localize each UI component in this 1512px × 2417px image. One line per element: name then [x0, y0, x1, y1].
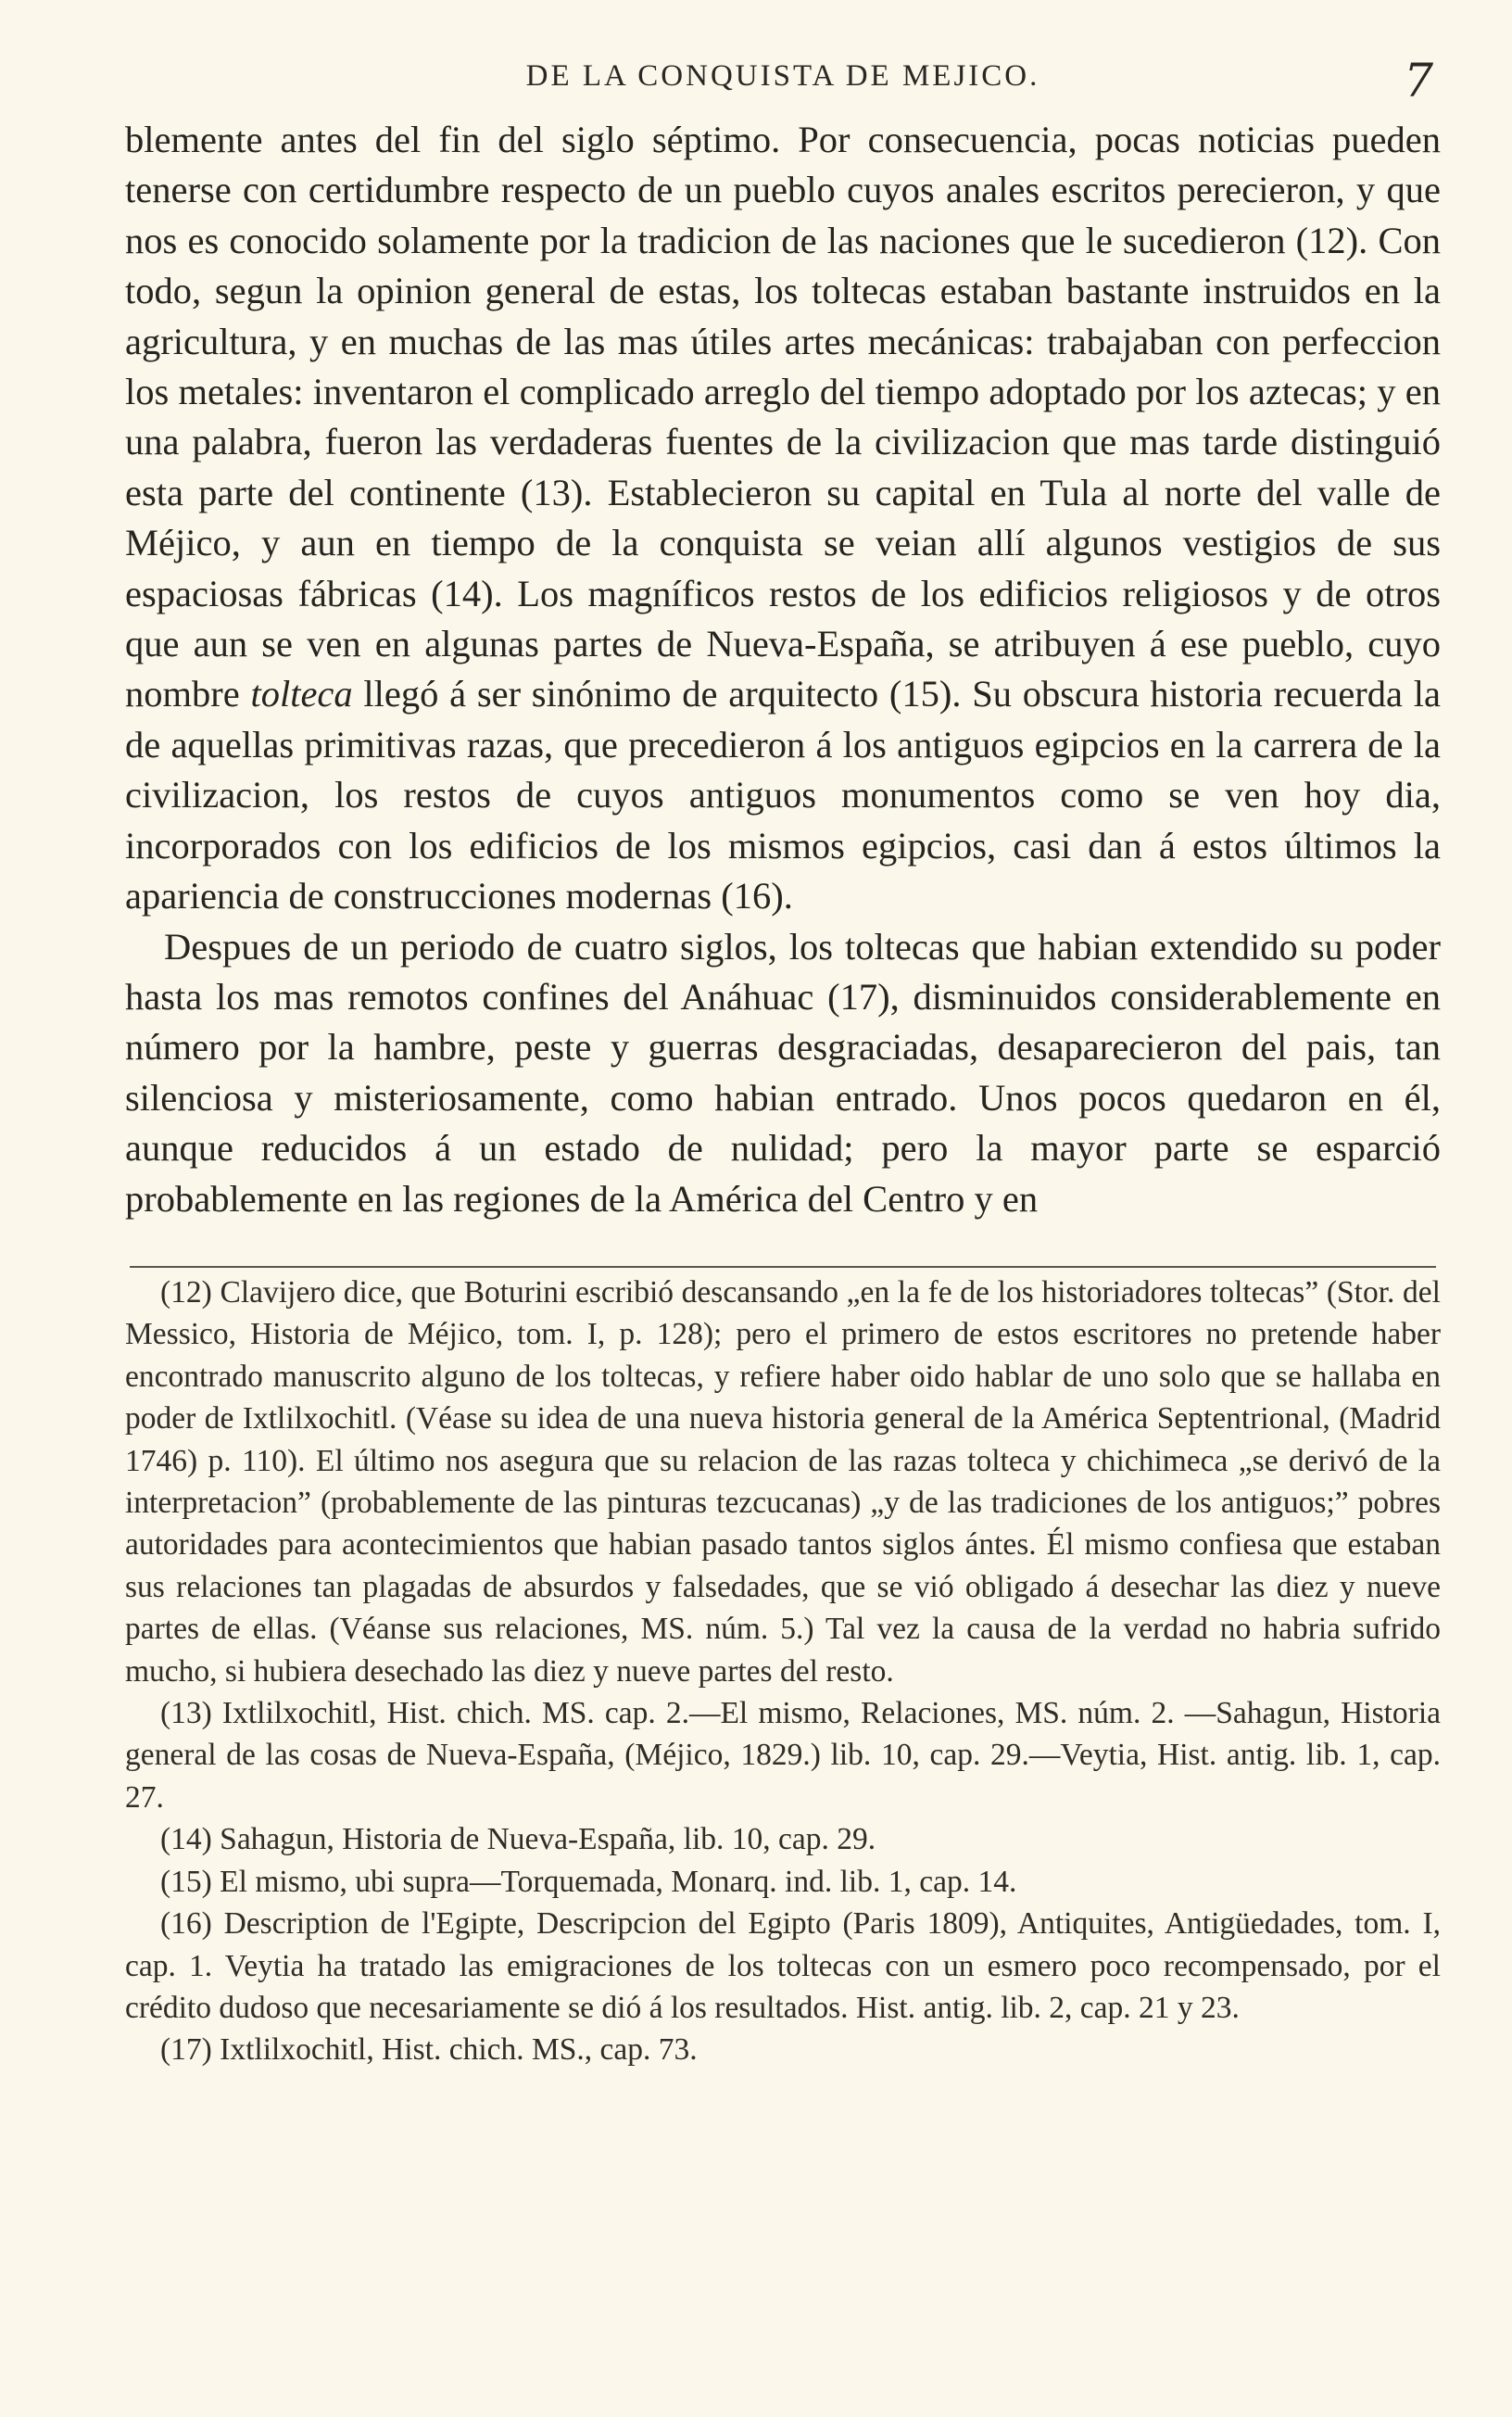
italic-term: tolteca — [250, 673, 353, 715]
footnotes — [125, 1272, 1441, 2071]
footnote-13: (13) Ixtlilxochitl, Hist. chich. MS. cap. 2.—El mismo, Relaciones, MS. núm. 2. —Sahagun, Historia general de las cosas de Nueva-España, (Méjico, 1829.) lib. 10, cap. 29.—Veytia, Hist. antig. lib. 1, cap. 27. — [125, 1696, 1441, 1815]
footnote-17: (17) Ixtlilxochitl, Hist. chich. MS., cap. 73. — [160, 2032, 698, 2068]
footnote-12: (12) Clavijero dice, que Boturini escribió descansando „en la fe de los historiadores toltecas” (Stor. del Messico, Historia de Méjico, tom. I, p. 128); pero el primero de estos escritores no pretende haber encontrado manuscrito alguno de los toltecas, y refiere haber oido hablar de uno solo que se hallaba en poder de Ixtlilxochitl. (Véase su idea de una nueva historia general de la América Septentrional, (Madrid 1746) p. 110). El último nos asegura que su relacion de las razas tolteca y chichimeca „se derivó de la interpretacion” (probablemente de las pinturas tezcucanas) „y de las tradiciones de los antiguos;” pobres autoridades para acontecimientos que habian pasado tantos siglos ántes. Él mismo confiesa que estaban sus relaciones tan plagadas de absurdos y falsedades, que se vió obligado á desechar las diez y nueve partes de ellas. (Véanse sus relaciones, MS. núm. 5.) Tal vez la causa de la verdad no habria sufrido mucho, si hubiera desechado las diez y nueve partes del resto. — [125, 1275, 1441, 1689]
footnote-15: (15) El mismo, ubi supra—Torquemada, Monarq. ind. lib. 1, cap. 14. — [160, 1864, 1017, 1899]
page-number: 7 — [1404, 54, 1433, 108]
running-title: DE LA CONQUISTA DE MEJICO. — [525, 59, 1040, 93]
paragraph: Despues de un periodo de cuatro siglos, los toltecas que habian extendido su poder hasta los mas remotos confines del Anáhuac (17), disminuidos considerablemente en número por la hambre, peste y guerras desgraciadas, desaparecieron del pais, tan silenciosa y misteriosamente, como habian entrado. Unos pocos quedaron en él, aunque reducidos á un estado de nulidad; pero la mayor parte se esparció probablemente en las regiones de la América del Centro y en — [125, 925, 1441, 1220]
footnote-16: (16) Description de l'Egipte, Descripcion del Egipto (Paris 1809), Antiquites, Antigüedades, tom. I, cap. 1. Veytia ha tratado las emigraciones de los toltecas con un esmero poco recompensado, por el crédito dudoso que necesariamente se dió á los resultados. Hist. antig. lib. 2, cap. 21 y 23. — [125, 1906, 1441, 2025]
running-header — [125, 54, 1441, 109]
footnote-divider — [130, 1266, 1436, 1268]
paragraph — [125, 115, 1441, 922]
main-text — [125, 115, 1441, 1224]
paragraph-text: blemente antes del fin del siglo séptimo. Por consecuencia, pocas noticias pueden tenerse con certidumbre respecto de un pueblo cuyos anales escritos perecieron, y que nos es conocido solamente por la tradicion de las naciones que le sucedieron (12). Con todo, segun la opinion general de estas, los toltecas estaban bastante instruidos en la agricultura, y en muchas de las mas útiles artes mecánicas: trabajaban con perfeccion los metales: inventaron el complicado arreglo del tiempo adoptado por los aztecas; y en una palabra, fueron las verdaderas fuentes de la civilizacion que mas tarde distinguió esta parte del continente (13). Establecieron su capital en Tula al norte del valle de Méjico, y aun en tiempo de la conquista se veian allí algunos vestigios de sus espaciosas fábricas (14). Los magníficos restos de los edificios religiosos y de otros que aun se ven en algunas partes de Nueva-España, se atribuyen á ese pueblo, cuyo nombre — [125, 119, 1441, 715]
paragraph-text: llegó á ser sinónimo de arquitecto (15). Su obscura historia recuerda la de aquellas primitivas razas, que precedieron á los antiguos egipcios en la carrera de la civilizacion, los restos de cuyos antiguos monumentos como se ven hoy dia, incorporados con los edificios de los mismos egipcios, casi dan á estos últimos la apariencia de construcciones modernas (16). — [125, 673, 1441, 917]
footnote-14: (14) Sahagun, Historia de Nueva-España, lib. 10, cap. 29. — [160, 1822, 876, 1857]
